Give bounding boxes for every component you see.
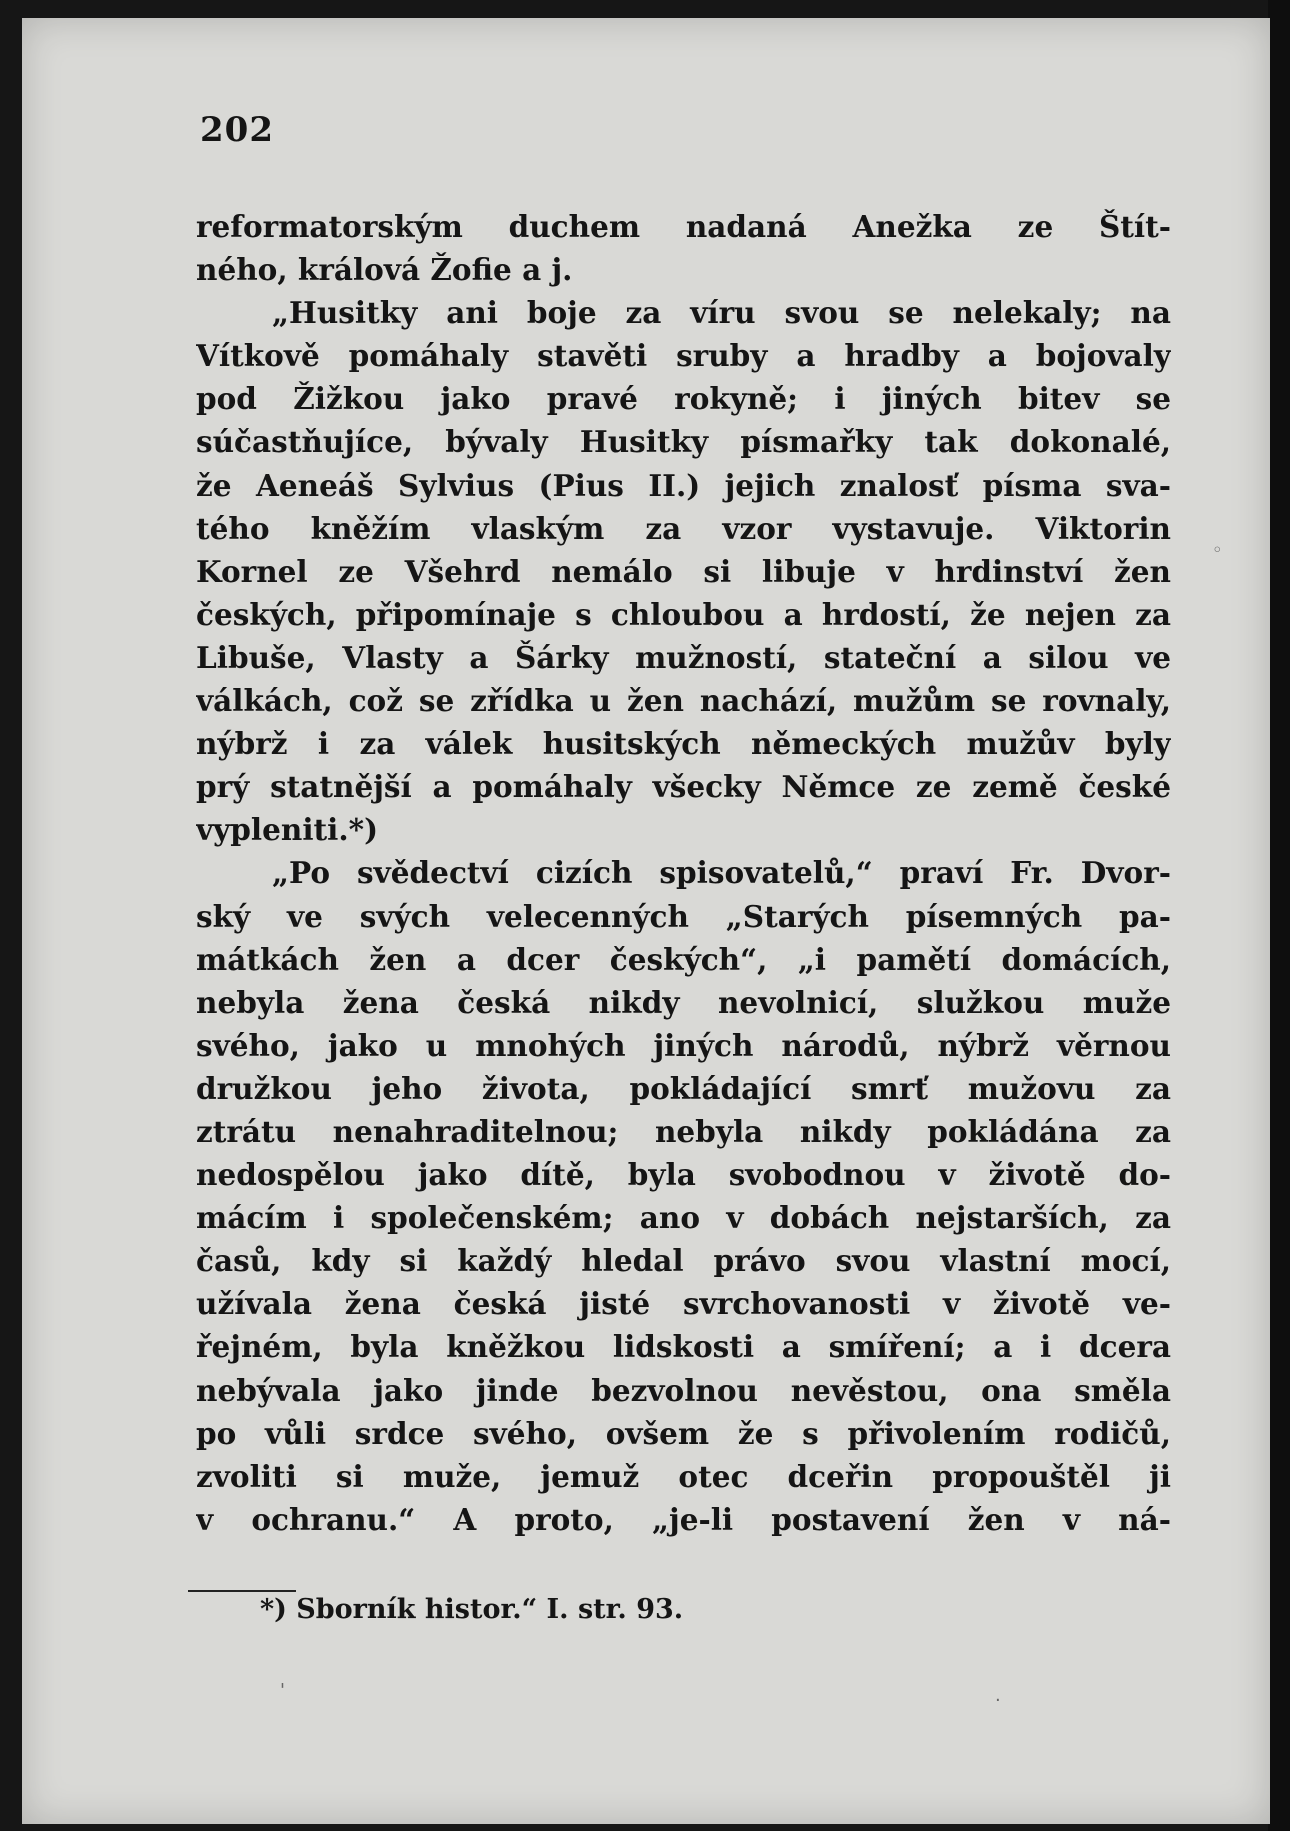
text-line: českých, připomínaje s chloubou a hrdostí, že nejen za <box>196 596 1171 632</box>
text-line: „Husitky ani boje za víru svou se nelekaly; na <box>272 295 1171 331</box>
text-line: válkách, což se zřídka u žen nachází, mužům se rovnaly, <box>196 683 1171 719</box>
scan-speck: ' <box>280 1680 285 1701</box>
text-line: mácím i společenském; ano v dobách nejstarších, za <box>196 1200 1171 1236</box>
text-line: Kornel ze Všehrd nemálo si libuje v hrdinství žen <box>196 553 1171 589</box>
text-line: „Po svědectví cizích spisovatelů,“ praví Fr. Dvor- <box>272 855 1171 891</box>
text-line: řejném, byla kněžkou lidskosti a smíření; a i dcera <box>196 1329 1171 1365</box>
text-line: nedospělou jako dítě, byla svobodnou v životě do- <box>196 1157 1171 1193</box>
text-line: mátkách žen a dcer českých“, „i pamětí domácích, <box>196 941 1171 977</box>
text-line: po vůli srdce svého, ovšem že s přivolením rodičů, <box>196 1415 1171 1451</box>
page-number: 202 <box>200 110 274 150</box>
footnote-rule <box>188 1590 296 1592</box>
text-line: družkou jeho života, pokládající smrť mužovu za <box>196 1070 1171 1106</box>
text-line: nýbrž i za válek husitských německých mužův byly <box>196 726 1171 762</box>
text-line: nebývala jako jinde bezvolnou nevěstou, ona směla <box>196 1372 1171 1408</box>
text-line: že Aeneáš Sylvius (Pius II.) jejich znalosť písma sva- <box>196 467 1171 503</box>
scan-edge <box>1268 0 1290 1831</box>
text-line: prý statnější a pomáhaly všecky Němce ze země české <box>196 769 1171 805</box>
text-line: užívala žena česká jisté svrchovanosti v životě ve- <box>196 1286 1171 1322</box>
footnote: *) Sborník histor.“ I. str. 93. <box>260 1594 684 1625</box>
text-line: súčastňujíce, bývaly Husitky písmařky tak dokonalé, <box>196 424 1171 460</box>
text-line: pod Žižkou jako pravé rokyně; i jiných bitev se <box>196 381 1171 417</box>
text-line: Libuše, Vlasty a Šárky mužností, stateční a silou ve <box>196 639 1171 675</box>
scan-speck: · <box>995 1690 1001 1711</box>
text-line: ský ve svých velecenných „Starých písemných pa- <box>196 898 1171 934</box>
text-line: zvoliti si muže, jemuž otec dceřin propouštěl ji <box>196 1458 1171 1494</box>
text-line: v ochranu.“ A proto, „je-li postavení žen v ná- <box>196 1501 1171 1537</box>
text-line: časů, kdy si každý hledal právo svou vlastní mocí, <box>196 1243 1171 1279</box>
text-line: reformatorským duchem nadaná Anežka ze Štít- <box>196 209 1171 244</box>
body-text <box>196 205 1171 1541</box>
text-line: vypleniti.*) <box>196 812 379 848</box>
text-line: tého kněžím vlaským za vzor vystavuje. Viktorin <box>196 510 1171 546</box>
text-line: Vítkově pomáhaly stavěti sruby a hradby a bojovaly <box>196 338 1171 374</box>
text-line: ztrátu nenahraditelnou; nebyla nikdy pokládána za <box>196 1113 1171 1149</box>
text-line: nebyla žena česká nikdy nevolnicí, služkou muže <box>196 984 1171 1020</box>
scan-speck: ◦ <box>1212 540 1223 561</box>
text-line: svého, jako u mnohých jiných národů, nýbrž věrnou <box>196 1027 1171 1063</box>
text-line: ného, králová Žofie a j. <box>196 252 573 288</box>
